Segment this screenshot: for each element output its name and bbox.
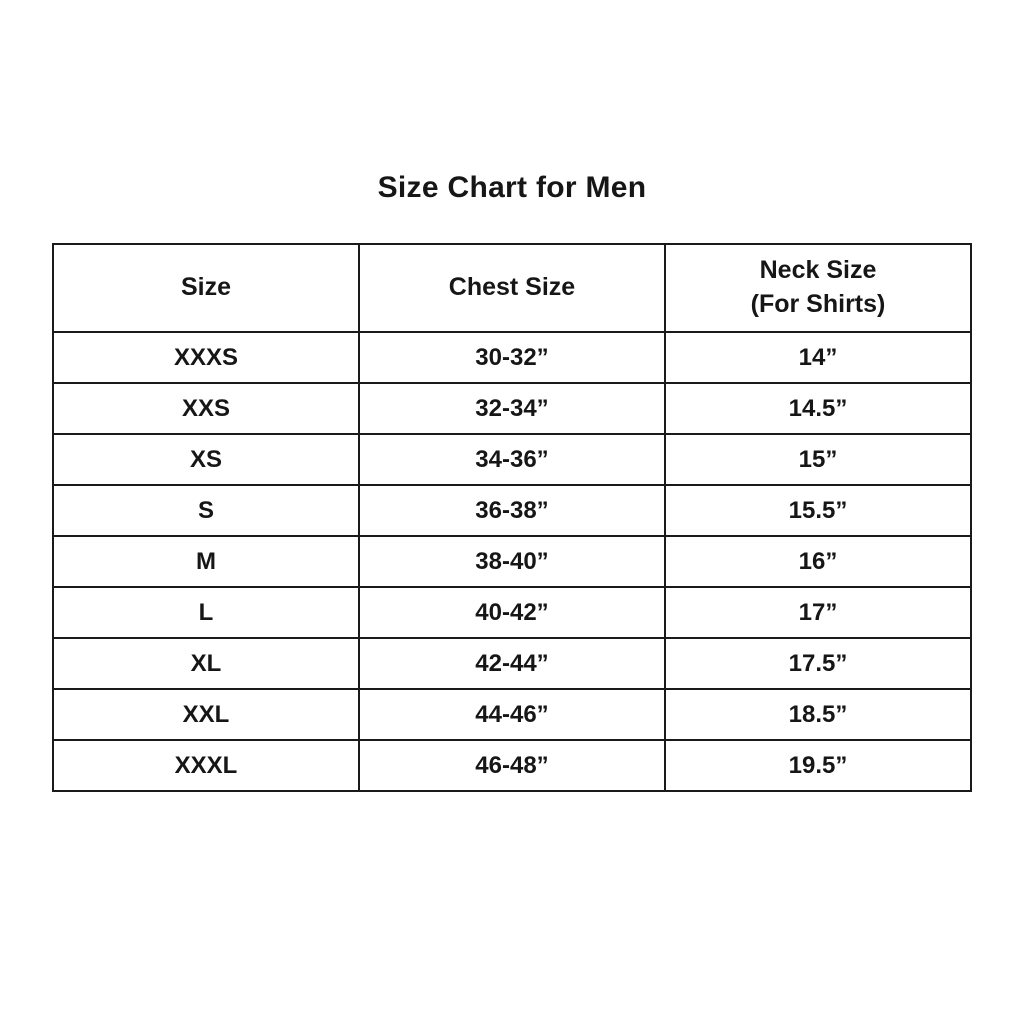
table-cell: 34-36” <box>359 434 665 485</box>
table-cell: 36-38” <box>359 485 665 536</box>
table-row <box>53 434 971 485</box>
table-cell: 32-34” <box>359 383 665 434</box>
table-cell: 15” <box>665 434 971 485</box>
table-row <box>53 536 971 587</box>
table-cell: 15.5” <box>665 485 971 536</box>
table-row <box>53 485 971 536</box>
table-row <box>53 638 971 689</box>
column-header-neck-size-line1: Neck Size <box>759 256 877 285</box>
table-row <box>53 383 971 434</box>
table-cell: 44-46” <box>359 689 665 740</box>
page-title: Size Chart for Men <box>377 171 647 204</box>
table-row <box>53 740 971 791</box>
size-chart-table <box>52 243 972 792</box>
table-cell: 14” <box>665 332 971 383</box>
table-header-row <box>53 244 971 332</box>
table-cell: XXXS <box>53 332 359 383</box>
table-cell: 40-42” <box>359 587 665 638</box>
column-header-neck-size-line2: (For Shirts) <box>750 290 886 318</box>
table-cell: 17.5” <box>665 638 971 689</box>
table-body <box>53 332 971 791</box>
table-cell: 38-40” <box>359 536 665 587</box>
table-row <box>53 587 971 638</box>
table-cell: XXL <box>53 689 359 740</box>
table-cell: XXXL <box>53 740 359 791</box>
table-cell: XL <box>53 638 359 689</box>
table-cell: XXS <box>53 383 359 434</box>
column-header-chest-size: Chest Size <box>359 244 665 332</box>
table-cell: XS <box>53 434 359 485</box>
table-header <box>53 244 971 332</box>
table-cell: 46-48” <box>359 740 665 791</box>
table-cell: 17” <box>665 587 971 638</box>
table-cell: 16” <box>665 536 971 587</box>
column-header-neck-size <box>665 244 971 332</box>
table-cell: 42-44” <box>359 638 665 689</box>
table-cell: S <box>53 485 359 536</box>
table-cell: L <box>53 587 359 638</box>
table-cell: 18.5” <box>665 689 971 740</box>
table-cell: 30-32” <box>359 332 665 383</box>
table-cell: 14.5” <box>665 383 971 434</box>
table-cell: M <box>53 536 359 587</box>
column-header-size: Size <box>53 244 359 332</box>
table-cell: 19.5” <box>665 740 971 791</box>
table-row <box>53 332 971 383</box>
table-row <box>53 689 971 740</box>
